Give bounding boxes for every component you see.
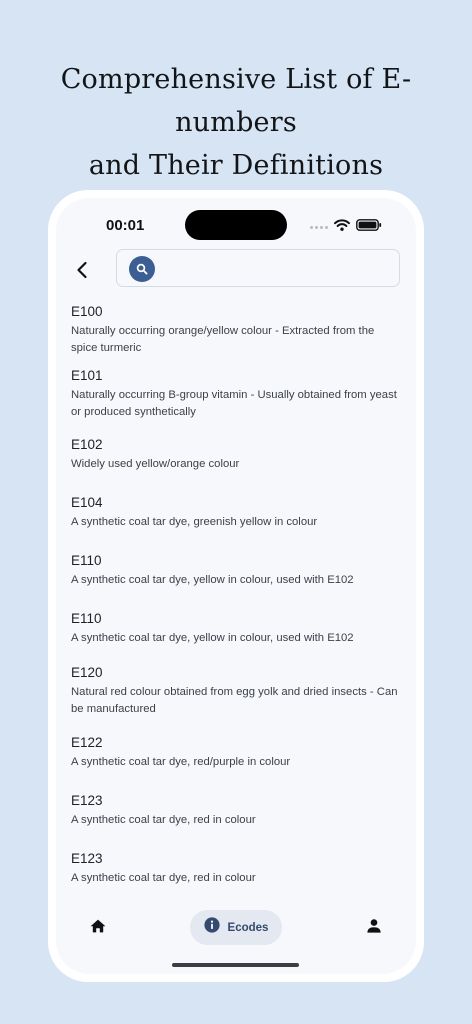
dynamic-island	[185, 210, 287, 240]
phone-frame	[48, 190, 424, 982]
ecode-code: E102	[71, 437, 103, 452]
chevron-left-icon	[75, 261, 89, 284]
nav-home-button[interactable]	[86, 916, 110, 940]
list-item[interactable]	[71, 793, 401, 829]
status-icons	[310, 218, 382, 236]
list-item[interactable]	[71, 851, 401, 887]
ecode-description: Widely used yellow/orange colour	[71, 458, 240, 470]
ecode-description: Natural red colour obtained from egg yolk and dried insects - Can be manufactured	[71, 686, 398, 715]
ecode-description: A synthetic coal tar dye, red in colour	[71, 872, 256, 884]
ecode-description: Naturally occurring orange/yellow colour - Extracted from the spice turmeric	[71, 325, 375, 354]
ecode-code: E101	[71, 368, 103, 383]
person-icon	[367, 919, 381, 938]
list-item[interactable]	[71, 368, 401, 420]
list-item[interactable]	[71, 553, 401, 589]
ecode-description: A synthetic coal tar dye, red/purple in colour	[71, 756, 291, 768]
ecode-code: E110	[71, 611, 102, 626]
battery-icon	[356, 218, 382, 236]
status-time: 00:01	[106, 217, 145, 234]
list-item[interactable]	[71, 437, 401, 473]
list-item[interactable]	[71, 611, 401, 647]
promo-title-line-2: and Their Definitions	[88, 150, 384, 181]
ecode-code: E104	[71, 495, 103, 510]
ecode-code: E110	[71, 553, 102, 568]
back-button[interactable]	[70, 260, 94, 284]
search-input[interactable]	[163, 254, 395, 284]
home-icon	[90, 919, 106, 938]
ecode-code: E123	[71, 793, 103, 808]
ecode-description: A synthetic coal tar dye, yellow in colour, used with E102	[71, 632, 354, 644]
nav-ecodes-button[interactable]	[190, 910, 282, 945]
ecode-code: E100	[71, 304, 103, 319]
list-item[interactable]	[71, 495, 401, 531]
list-item[interactable]	[71, 304, 401, 356]
promo-title-line-1: Comprehensive List of E-numbers	[60, 64, 412, 138]
search-bar[interactable]	[116, 249, 400, 287]
home-indicator[interactable]	[172, 963, 299, 967]
list-item[interactable]	[71, 735, 401, 771]
ecode-description: Naturally occurring B-group vitamin - Usually obtained from yeast or produced synthetically	[71, 389, 397, 418]
nav-ecodes-label: Ecodes	[227, 921, 269, 934]
list-item[interactable]	[71, 665, 401, 717]
ecode-code: E122	[71, 735, 103, 750]
app-screen	[56, 198, 416, 974]
ecode-description: A synthetic coal tar dye, greenish yellow in colour	[71, 516, 318, 528]
ecode-code: E123	[71, 851, 103, 866]
search-icon[interactable]	[129, 256, 155, 282]
ecode-code: E120	[71, 665, 103, 680]
nav-profile-button[interactable]	[362, 916, 386, 940]
ecode-description: A synthetic coal tar dye, red in colour	[71, 814, 256, 826]
signal-dots-icon	[310, 226, 328, 229]
ecode-description: A synthetic coal tar dye, yellow in colour, used with E102	[71, 574, 354, 586]
info-icon	[204, 917, 220, 938]
promo-title	[0, 58, 472, 187]
wifi-icon	[334, 218, 350, 236]
bottom-nav	[56, 910, 416, 946]
